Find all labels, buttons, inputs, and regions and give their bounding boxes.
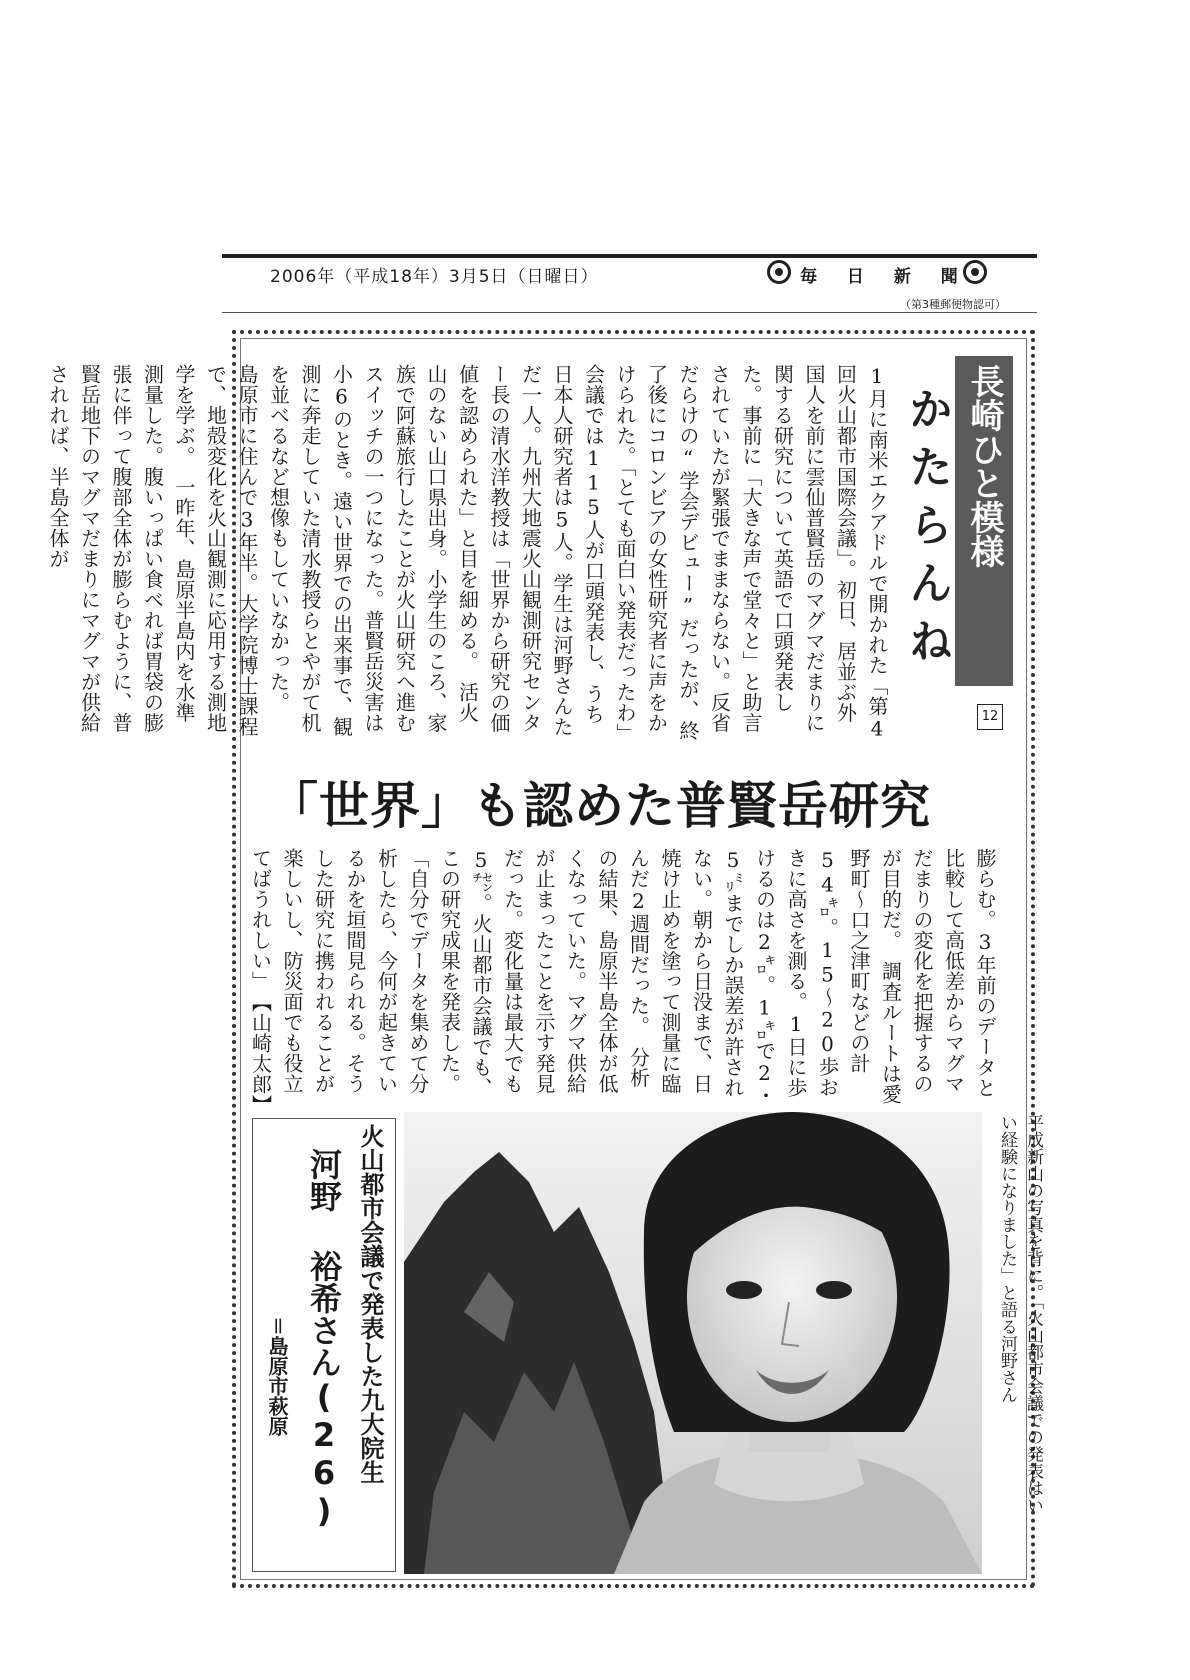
header-thin-rule <box>222 312 1037 313</box>
header-rule <box>222 254 1037 258</box>
issue-date: 2006年（平成18年）3月5日（日曜日） <box>270 267 599 287</box>
portrait-photo <box>404 1112 982 1574</box>
article-body-middle: 膨らむ。3年前のデータと比較して高低差からマグマだまりの変化を把握するのが目的だ。 調査ルートは愛野町〜口之津町などの計54㌔。15〜20歩おきに高さを測る。1日に歩けるのは2㌔。1㌔で2・5㍉までしか誤差が許されない。朝から日没まで、日焼け止めを塗って測量に臨んだ2週間だった。 分析の結果、島原半島全体が低くなっていた。マグマ供給が止まったことを示す発見だった。変化量は最大でも5㌢。火山都市会議でも、この研究成果を発表した。 「自分でデータを集めて分析したら、今何が起きているかを垣間見られる。そうした研究に携われることが楽しいし、防災面でも役立てばうれしい」 【山崎太郎】 <box>248 848 997 1115</box>
profile-name: 河野 裕希さん(26) <box>305 1148 343 1530</box>
article-headline: 「世界」も認めた普賢岳研究 <box>268 776 931 835</box>
newspaper-logo-icon <box>767 260 791 284</box>
article-body-top: 1月に南米エクアドルで開かれた「第4回火山都市国際会議」。初日、居並ぶ外国人を前に雲仙普賢岳のマグマだまりに関する研究について英語で口頭発表した。事前に「大きな声で堂々と」と助言されていたが緊張でままならない。反省だらけの“学会デビュー”だったが、終了後にコロンビアの女性研究者に声をかけられた。「とても面白い発表だったわ」 会議では115人が口頭発表し、うち日本人研究者は5人。学生は河野さんただ一人。九州大地震火山観測研究センター長の清水洋教授は「世界から研究の価値を認められた」と目を細める。 活火山のない山口県出身。小学生のころ、家族で阿蘇旅行したことが火山研究へ進むスイッチの一つになった。普賢岳災害は小6のとき。遠い世界での出来事で、観測に奔走していた清水教授らとやがて机を並べるなど想像もしていなかった。 島原市に住んで3年半。大学院博士課程で、地殻変化を火山観測に応用する測地学を学ぶ。 一昨年、島原半島内を水準測量した。腹いっぱい食べれば胃袋の膨張に伴って腹部全体が膨らむように、普賢岳地下のマグマだまりにマグマが供給されれば、半島全体が <box>46 364 889 754</box>
series-name: かたらんね <box>901 386 952 676</box>
episode-number: 12 <box>977 704 1003 730</box>
portrait-photo-image <box>404 1112 982 1574</box>
photo-caption: 平成新山の写真を背に。「火山都市会議での発表はいい経験になりました」と語る河野さん <box>997 1114 1043 1514</box>
profile-location: ＝島原市萩原 <box>265 1316 289 1436</box>
newspaper-name: 毎 日 新 聞 <box>800 267 970 287</box>
postal-note: （第3種郵便物認可） <box>900 298 1006 311</box>
newspaper-logo-icon <box>963 260 987 284</box>
profile-affiliation: 火山都市会議で発表した九大院生 <box>356 1124 385 1484</box>
series-title: 長崎ひと模様 <box>964 364 1004 568</box>
